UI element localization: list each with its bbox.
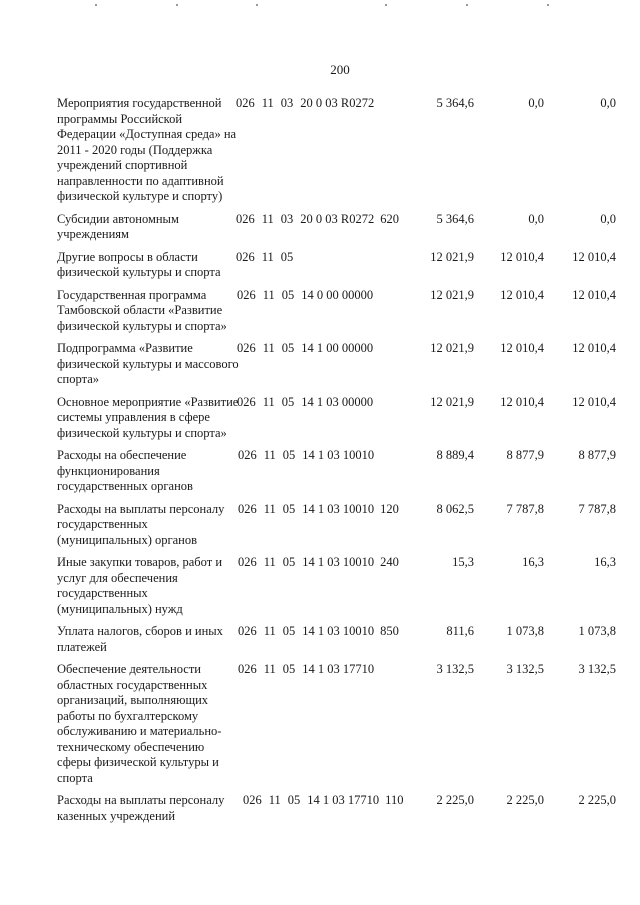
expense-type-code: 620 xyxy=(380,211,400,226)
section-code: 11 xyxy=(263,501,276,516)
target-article-code: 14 1 03 10010 xyxy=(302,448,375,462)
amount-1: 5 364,6 xyxy=(436,211,474,226)
amount-1: 12 021,9 xyxy=(430,287,474,302)
target-article-code: 14 1 03 00000 xyxy=(301,394,374,409)
row-description: Обеспечение деятельности областных государственных организаций, выполняющих работы по бухгалтерскому обслуживанию и материально-техническому обеспечению сферы физической культуры и спорта xyxy=(57,662,222,785)
row-classification-code xyxy=(243,793,409,809)
subsection-code: 03 xyxy=(280,96,294,110)
target-article-code: 14 1 03 17710 xyxy=(307,793,380,807)
amount-2: 1 073,8 xyxy=(506,624,544,638)
row-classification-code xyxy=(238,662,380,678)
subsection-code: 05 xyxy=(281,287,295,302)
row-description: Иные закупки товаров, работ и услуг для обеспечения государственных (муниципальных) нужд xyxy=(57,555,223,616)
table-row xyxy=(0,448,640,495)
row-classification-code xyxy=(237,395,379,411)
amount-1: 8 889,4 xyxy=(436,448,474,462)
table-row xyxy=(0,288,640,335)
amount-2: 12 010,4 xyxy=(500,249,544,264)
target-article-code: 14 1 00 00000 xyxy=(301,341,374,355)
amount-3: 12 010,4 xyxy=(572,341,616,355)
target-article-code: 14 1 03 10010 xyxy=(302,624,375,638)
amount-2: 16,3 xyxy=(522,555,544,569)
table-row xyxy=(0,212,640,243)
row-classification-code xyxy=(238,555,405,571)
table-row xyxy=(0,662,640,786)
amount-3: 0,0 xyxy=(600,211,616,226)
amount-2: 8 877,9 xyxy=(506,448,544,462)
amount-1: 15,3 xyxy=(452,555,474,569)
subsection-code: 05 xyxy=(282,662,296,676)
amount-1: 2 225,0 xyxy=(436,793,474,807)
table-row xyxy=(0,793,640,824)
table-row xyxy=(0,555,640,617)
amount-3: 12 010,4 xyxy=(572,287,616,302)
expense-type-code: 240 xyxy=(380,555,399,569)
subsection-code: 05 xyxy=(282,624,296,638)
row-description: Государственная программа Тамбовской области «Развитие физической культуры и спорта» xyxy=(57,287,227,333)
amount-1: 12 021,9 xyxy=(430,394,474,409)
row-classification-code xyxy=(238,502,405,518)
subsection-code: 05 xyxy=(282,555,296,569)
row-classification-code xyxy=(236,212,405,228)
expense-type-code: 120 xyxy=(380,501,399,516)
subsection-code: 03 xyxy=(280,211,294,226)
row-description: Основное мероприятие «Развитие системы управления в сфере физической культуры и спорта» xyxy=(57,394,239,440)
amount-3: 16,3 xyxy=(594,555,616,569)
ministry-code: 026 xyxy=(238,555,257,569)
section-code: 11 xyxy=(261,211,274,226)
amount-2: 7 787,8 xyxy=(506,501,544,516)
row-classification-code xyxy=(238,448,380,464)
amount-2: 3 132,5 xyxy=(506,662,544,676)
amount-3: 2 225,0 xyxy=(578,793,616,807)
amount-3: 12 010,4 xyxy=(572,394,616,409)
amount-3: 8 877,9 xyxy=(578,448,616,462)
amount-2: 12 010,4 xyxy=(500,394,544,409)
expense-type-code: 110 xyxy=(385,793,404,807)
subsection-code: 05 xyxy=(287,793,301,807)
expense-type-code: 850 xyxy=(380,624,399,638)
row-description: Другие вопросы в области физической культуры и спорта xyxy=(57,249,221,279)
amount-3: 1 073,8 xyxy=(578,624,616,638)
amount-2: 0,0 xyxy=(528,96,544,110)
section-code: 11 xyxy=(263,555,276,569)
target-article-code: 14 1 03 10010 xyxy=(302,501,375,516)
amount-2: 0,0 xyxy=(528,211,544,226)
section-code: 11 xyxy=(262,287,275,302)
target-article-code: 20 0 03 R0272 xyxy=(300,211,375,226)
section-code: 11 xyxy=(261,249,274,264)
row-classification-code xyxy=(238,624,405,640)
row-classification-code xyxy=(236,250,300,266)
table-row xyxy=(0,624,640,655)
section-code: 11 xyxy=(262,394,275,409)
row-description: Мероприятия государственной программы Российской Федерации «Доступная среда» на 2011 - 2020 годы (Поддержка учреждений спортивной направленности по адаптивной физической культуре и спорту) xyxy=(57,96,237,203)
section-code: 11 xyxy=(261,96,274,110)
row-description: Расходы на выплаты персоналу казенных учреждений xyxy=(57,793,225,823)
subsection-code: 05 xyxy=(282,501,296,516)
amount-3: 7 787,8 xyxy=(578,501,616,516)
subsection-code: 05 xyxy=(282,448,296,462)
page-number: 200 xyxy=(330,62,350,77)
row-classification-code xyxy=(236,96,380,112)
section-code: 11 xyxy=(263,624,276,638)
section-code: 11 xyxy=(268,793,281,807)
ministry-code: 026 xyxy=(238,448,257,462)
scan-marks xyxy=(0,0,640,12)
table-row xyxy=(0,96,640,205)
section-code: 11 xyxy=(263,662,276,676)
row-description: Подпрограмма «Развитие физической культуры и массового спорта» xyxy=(57,341,239,386)
amount-2: 12 010,4 xyxy=(500,287,544,302)
table-row xyxy=(0,395,640,442)
table-row xyxy=(0,250,640,281)
amount-1: 12 021,9 xyxy=(430,341,474,355)
target-article-code: 14 1 03 10010 xyxy=(302,555,375,569)
table-row xyxy=(0,341,640,388)
ministry-code: 026 xyxy=(236,211,255,226)
amount-3: 12 010,4 xyxy=(572,249,616,264)
amount-3: 3 132,5 xyxy=(578,662,616,676)
section-code: 11 xyxy=(262,341,275,355)
amount-3: 0,0 xyxy=(600,96,616,110)
ministry-code: 026 xyxy=(238,501,257,516)
amount-1: 3 132,5 xyxy=(436,662,474,676)
target-article-code: 20 0 03 R0272 xyxy=(300,96,375,110)
ministry-code: 026 xyxy=(236,96,255,110)
subsection-code: 05 xyxy=(281,341,295,355)
budget-table xyxy=(0,96,640,831)
subsection-code: 05 xyxy=(281,394,295,409)
table-row xyxy=(0,502,640,549)
amount-2: 2 225,0 xyxy=(506,793,544,807)
target-article-code: 14 1 03 17710 xyxy=(302,662,375,676)
section-code: 11 xyxy=(263,448,276,462)
row-description: Расходы на выплаты персоналу государственных (муниципальных) органов xyxy=(57,501,225,547)
row-classification-code xyxy=(237,288,379,304)
ministry-code: 026 xyxy=(236,249,255,264)
row-description: Расходы на обеспечение функционирования государственных органов xyxy=(57,448,193,493)
ministry-code: 026 xyxy=(238,662,257,676)
amount-1: 811,6 xyxy=(446,624,474,638)
amount-1: 5 364,6 xyxy=(436,96,474,110)
amount-1: 8 062,5 xyxy=(436,501,474,516)
ministry-code: 026 xyxy=(238,624,257,638)
row-description: Уплата налогов, сборов и иных платежей xyxy=(57,624,223,654)
ministry-code: 026 xyxy=(237,394,256,409)
amount-1: 12 021,9 xyxy=(430,249,474,264)
row-classification-code xyxy=(237,341,379,357)
subsection-code: 05 xyxy=(280,249,294,264)
target-article-code: 14 0 00 00000 xyxy=(301,287,374,302)
ministry-code: 026 xyxy=(237,287,256,302)
row-description: Субсидии автономным учреждениям xyxy=(57,211,179,241)
ministry-code: 026 xyxy=(243,793,262,807)
amount-2: 12 010,4 xyxy=(500,341,544,355)
ministry-code: 026 xyxy=(237,341,256,355)
